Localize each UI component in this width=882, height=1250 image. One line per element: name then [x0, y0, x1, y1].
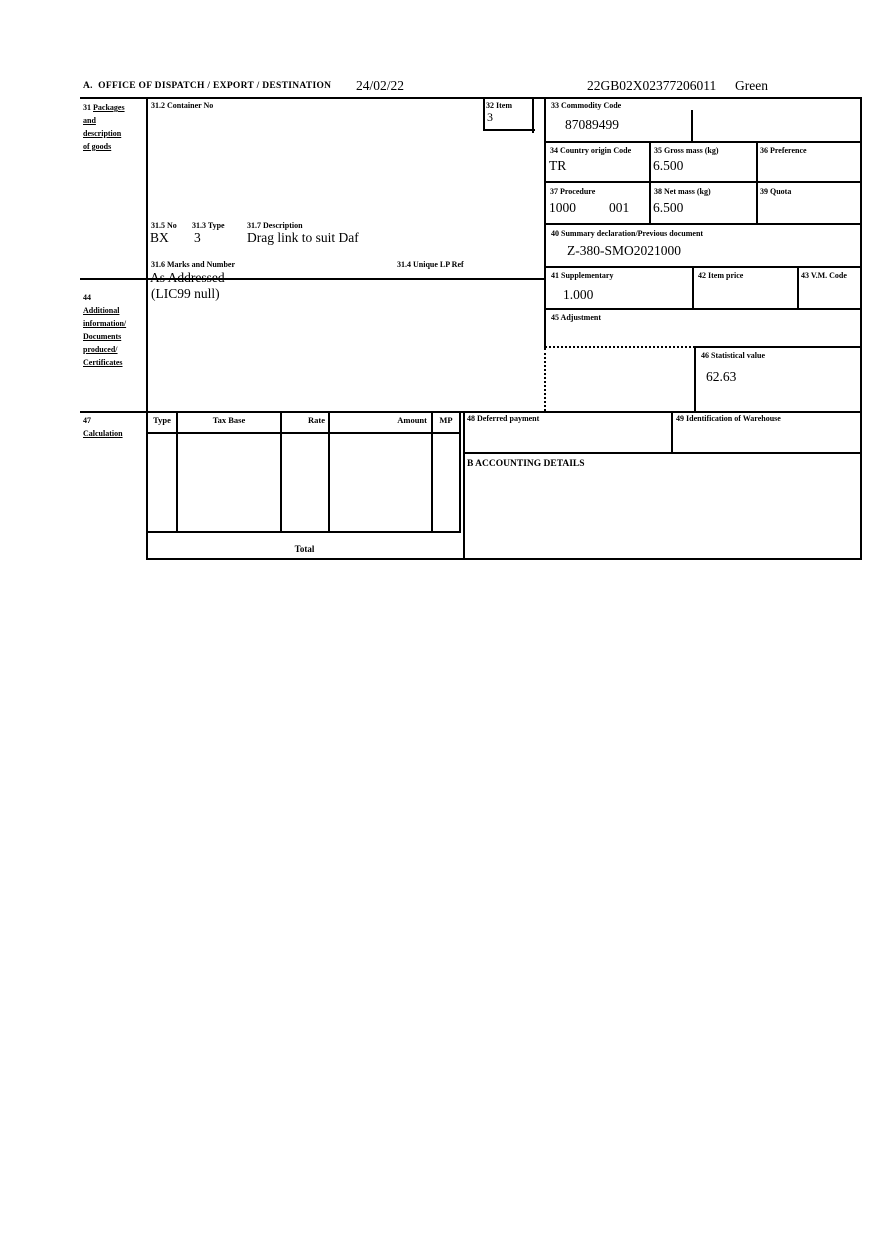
table-divider: [328, 411, 330, 533]
table-bottom-rule: [148, 531, 461, 533]
box37-value-a: 1000: [549, 200, 576, 215]
box38-label: 38 Net mass (kg): [654, 187, 711, 196]
form-top-border: [80, 97, 862, 99]
divider: [671, 411, 673, 454]
box31-5-value: BX: [150, 230, 169, 245]
divider: [694, 346, 696, 412]
box43-label: 43 V.M. Code: [801, 271, 847, 280]
divider: [692, 266, 694, 310]
box31-number: 31: [83, 103, 91, 112]
divider: [463, 411, 465, 560]
entry-reference: 22GB02X02377206011: [587, 78, 717, 93]
box33-value: 87089499: [565, 117, 619, 132]
box37-value-b: 001: [609, 200, 630, 215]
box35-label: 35 Gross mass (kg): [654, 146, 719, 155]
box37-label: 37 Procedure: [550, 187, 596, 196]
table-divider: [176, 411, 178, 533]
divider: [797, 266, 799, 310]
divider: [463, 452, 862, 454]
calc-total-label: Total: [294, 544, 315, 554]
table-divider: [431, 411, 433, 533]
box31-7-label: 31.7 Description: [247, 221, 303, 230]
box34-label: 34 Country origin Code: [550, 146, 632, 155]
calc-col-tax-base: Tax Base: [212, 415, 246, 425]
box32-label: 32 Item: [486, 101, 512, 110]
box31-4-label: 31.4 Unique LP Ref: [397, 260, 464, 269]
item-box-right: [532, 97, 534, 133]
divider: [649, 141, 651, 225]
divider: [545, 223, 862, 225]
table-right-border: [459, 411, 461, 533]
calc-col-amount: Amount: [397, 415, 427, 425]
box49-label: 49 Identification of Warehouse: [676, 414, 781, 423]
box47-label: 47 Calculation: [83, 414, 145, 440]
box44-value: (LIC99 null): [151, 286, 220, 301]
box35-value: 6.500: [653, 158, 684, 173]
divider: [545, 141, 862, 143]
box42-label: 42 Item price: [698, 271, 744, 280]
section-a-title: A. OFFICE OF DISPATCH / EXPORT / DESTINATION: [83, 81, 332, 91]
box31-2-label: 31.2 Container No: [151, 101, 214, 110]
box45-label: 45 Adjustment: [551, 313, 602, 322]
dotted-divider: [544, 348, 546, 411]
box31-3-label: 31.3 Type: [192, 221, 225, 230]
divider: [545, 308, 862, 310]
box47-number: 47: [83, 416, 91, 425]
divider: [545, 266, 862, 268]
divider: [756, 141, 758, 225]
item-box-left: [483, 97, 485, 131]
box48-label: 48 Deferred payment: [467, 414, 540, 423]
divider: [80, 411, 862, 413]
box31-3-value: 3: [194, 230, 201, 245]
calc-col-mp: MP: [439, 415, 453, 425]
box46-value: 62.63: [706, 369, 737, 384]
divider: [695, 346, 862, 348]
box31-7-value: Drag link to suit Daf: [247, 230, 359, 245]
form-right-border: [860, 97, 862, 560]
dotted-divider: [545, 346, 695, 348]
calc-col-rate: Rate: [308, 415, 325, 425]
table-header-rule: [148, 432, 461, 434]
section-b-title: B ACCOUNTING DETAILS: [467, 459, 585, 469]
box33-label: 33 Commodity Code: [551, 101, 622, 110]
box31-5-label: 31.5 No: [151, 221, 177, 230]
box39-label: 39 Quota: [760, 187, 792, 196]
box38-value: 6.500: [653, 200, 684, 215]
routing-status: Green: [735, 78, 768, 93]
box40-label: 40 Summary declaration/Previous document: [551, 229, 704, 238]
box36-label: 36 Preference: [760, 146, 807, 155]
box31-label: 31 Packages and description of goods: [83, 103, 125, 151]
item-box-bottom: [483, 129, 535, 131]
dispatch-date: 24/02/22: [356, 78, 405, 93]
left-column-divider: [146, 97, 148, 560]
table-divider: [280, 411, 282, 533]
box32-value: 3: [487, 110, 493, 124]
box31-6-value: As Addressed: [150, 270, 225, 285]
calc-col-type: Type: [153, 415, 171, 425]
box40-value: Z-380-SMO2021000: [567, 243, 681, 258]
box44-label: 44 Additional information/ Documents produced/ Certificates: [83, 291, 145, 369]
box46-label: 46 Statistical value: [701, 351, 765, 360]
box41-label: 41 Supplementary: [551, 271, 614, 280]
commodity-code-divider: [691, 110, 693, 143]
form-bottom-border: [148, 558, 862, 560]
box44-number: 44: [83, 293, 91, 302]
box34-value: TR: [549, 158, 567, 173]
divider: [544, 97, 546, 348]
box31-6-label: 31.6 Marks and Number: [151, 260, 236, 269]
divider: [545, 181, 862, 183]
box41-value: 1.000: [563, 287, 594, 302]
